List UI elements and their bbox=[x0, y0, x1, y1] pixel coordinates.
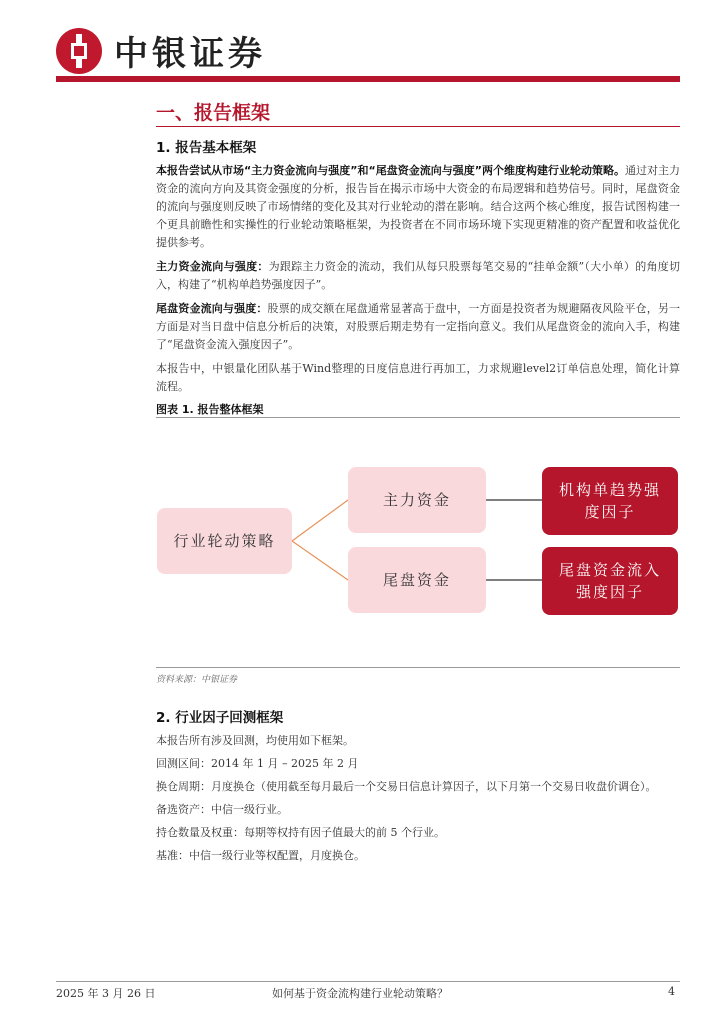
connector-root-top bbox=[292, 500, 348, 541]
data-note-paragraph: 本报告中，中银量化团队基于Wind整理的日度信息进行再加工，力求规避level2订单信息处理，简化计算流程。 bbox=[156, 362, 680, 393]
part1-lead: 本报告尝试从市场“主力资金流向与强度”和“尾盘资金流向与强度”两个维度构建行业轮动策略。 bbox=[156, 164, 625, 177]
page-number: 4 bbox=[668, 985, 675, 998]
footer-doc-title: 如何基于资金流构建行业轮动策略？ bbox=[272, 987, 448, 1000]
tail-inflow-factor-box bbox=[542, 547, 678, 615]
root-node-box bbox=[157, 508, 292, 574]
tail-funds-text: 股票的成交额在尾盘通常显著高于盘中，一方面是投资者为规避隔夜风险平仓，另一方面是对当日盘中信息分析后的决策，对股票后期走势有一定指向意义。我们从尾盘资金的流向入手，构建了“尾盘资金流入强度因子”。 bbox=[156, 302, 681, 351]
root-node-label: 行业轮动策略 bbox=[173, 532, 276, 550]
main-funds-term: 主力资金流向与强度： bbox=[156, 260, 269, 273]
connector-root-bottom bbox=[292, 541, 348, 580]
institution-factor-label: 机构单趋势强度因子 bbox=[558, 481, 661, 521]
holdings-weighting: 持仓数量及权重：每期等权持有因子值最大的前 5 个行业。 bbox=[156, 826, 445, 839]
figure-source: 资料来源：中银证券 bbox=[156, 675, 238, 685]
tail-funds-term: 尾盘资金流向与强度： bbox=[156, 302, 268, 315]
tail-funds-node-label: 尾盘资金 bbox=[382, 571, 451, 589]
benchmark: 基准：中信一级行业等权配置，月度换仓。 bbox=[156, 849, 365, 862]
part2-block bbox=[156, 706, 680, 865]
figure-bottom-rule bbox=[156, 667, 680, 668]
footer-date: 2025 年 3 月 26 日 bbox=[56, 987, 156, 1000]
part1-heading: 1. 报告基本框架 bbox=[156, 140, 257, 156]
main-funds-node-label: 主力资金 bbox=[382, 491, 451, 509]
tail-funds-node-box bbox=[348, 547, 486, 613]
institution-factor-box bbox=[542, 467, 678, 535]
brand-name: 中银证券 bbox=[114, 34, 266, 74]
main-funds-text: 为跟踪主力资金的流动，我们从每只股票每笔交易的“挂单金额”（大小单）的角度切入，构建了“机构单趋势强度因子”。 bbox=[156, 260, 680, 291]
main-funds-node-box bbox=[348, 467, 486, 533]
part2-intro: 本报告所有涉及回测，均使用如下框架。 bbox=[156, 734, 354, 747]
asset-universe: 备选资产：中信一级行业。 bbox=[156, 803, 288, 816]
section-title: 一、报告框架 bbox=[156, 102, 271, 124]
figure-title: 图表 1. 报告整体框架 bbox=[156, 403, 264, 416]
tail-inflow-factor-label: 尾盘资金流入强度因子 bbox=[558, 561, 661, 601]
rebalance-cycle: 换仓周期：月度换仓（使用截至每月最后一个交易日信息计算因子，以下月第一个交易日收盘价调仓）。 bbox=[156, 780, 657, 793]
backtest-period: 回测区间：2014 年 1 月 – 2025 年 2 月 bbox=[156, 757, 359, 770]
footer-rule bbox=[56, 981, 680, 982]
part1-intro: 通过对主力资金的流向方向及其资金强度的分析，报告旨在揭示市场中大资金的布局逻辑和趋势信号。同时，尾盘资金的流向与强度则反映了市场情绪的变化及其对行业轮动的潜在影响。结合这两个核心维度，报告试图构建一个更具前瞻性和实操性的行业轮动策略框架，为投资者在不同市场环境下实现更精准的资产配置和收益优化提供参考。 bbox=[156, 164, 681, 249]
part2-heading: 2. 行业因子回测框架 bbox=[156, 710, 284, 726]
